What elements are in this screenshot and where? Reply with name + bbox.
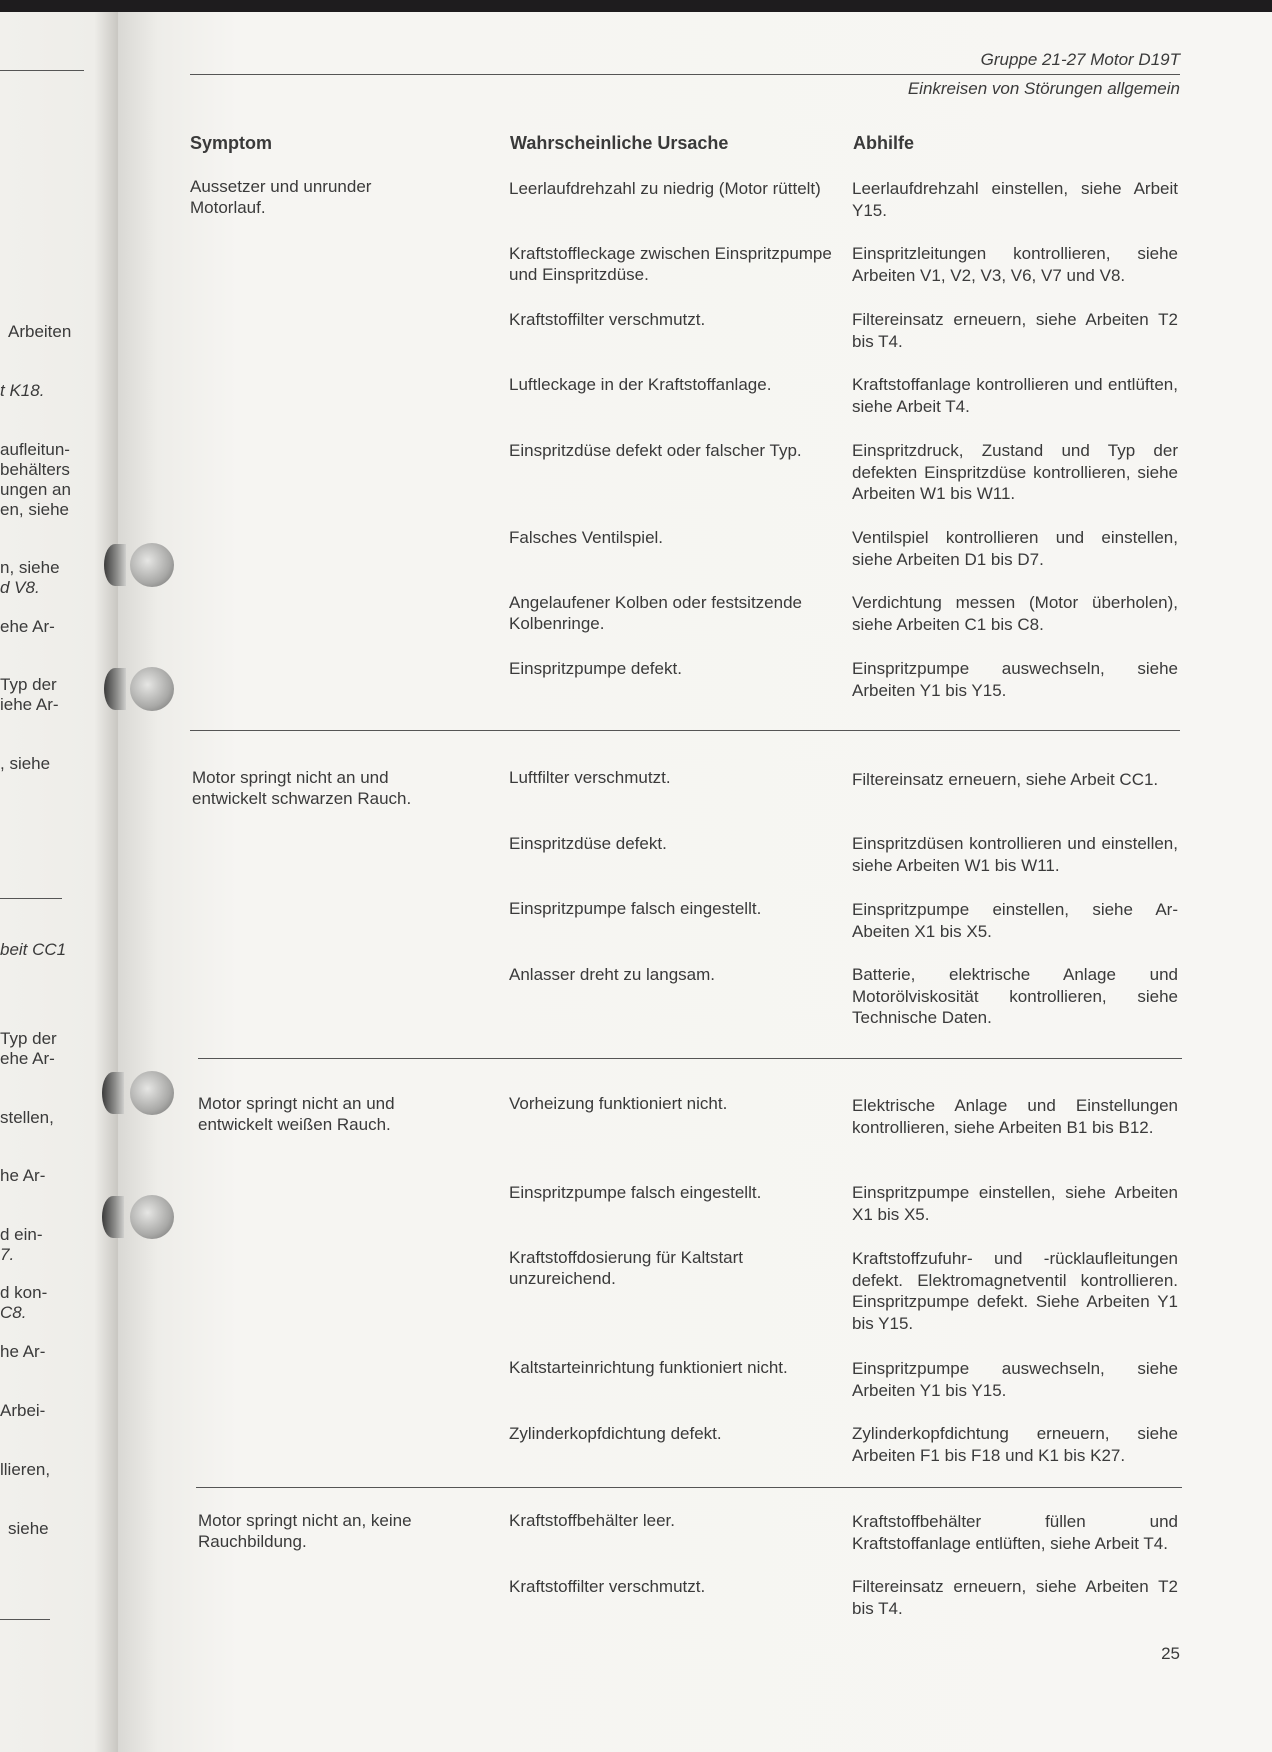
remedy-text: Einspritzpumpe einstellen, siehe Ar-Abeiten X1 bis X5. — [852, 900, 1178, 941]
binder-hole-icon — [130, 543, 174, 587]
cause-text: Vorheizung funktioniert nicht. — [509, 1094, 728, 1113]
left-fragment: stellen, — [0, 1108, 54, 1127]
left-fragment: Typ der — [0, 1029, 57, 1048]
left-fragment: ehe Ar- — [0, 617, 55, 636]
cause-text: Kraftstoffilter verschmutzt. — [509, 310, 706, 329]
left-fragment: d ein- — [0, 1225, 43, 1244]
symptom-text: Motor springt nicht an und entwickelt schwarzen Rauch. — [192, 768, 412, 808]
left-fragment: aufleitun- — [0, 440, 70, 459]
cause-text: Falsches Ventilspiel. — [509, 528, 664, 547]
remedy-text: Kraftstoffbehälter füllen und Kraftstoffanlage entlüften, siehe Arbeit T4. — [852, 1512, 1178, 1553]
left-rule — [0, 70, 84, 71]
cause-text: Luftleckage in der Kraftstoffanlage. — [509, 375, 772, 394]
binder-ring-icon — [104, 544, 126, 586]
header-group-title: Gruppe 21-27 Motor D19T — [980, 50, 1180, 69]
cause-text: Anlasser dreht zu langsam. — [509, 965, 715, 984]
cause-text: Angelaufener Kolben oder festsitzende Kolbenringe. — [509, 593, 802, 633]
cause-text: Kraftstoffilter verschmutzt. — [509, 1577, 706, 1596]
left-rule — [0, 1619, 50, 1620]
cause-text: Einspritzdüse defekt. — [509, 834, 667, 853]
cause-text: Kraftstoffleckage zwischen Einspritzpumpe und Einspritzdüse. — [509, 244, 832, 284]
left-fragment: he Ar- — [0, 1166, 46, 1185]
left-fragment: iehe Ar- — [0, 695, 59, 714]
symptom-text: Motor springt nicht an, keine Rauchbildung. — [198, 1511, 412, 1551]
binder-ring-icon — [102, 1196, 124, 1238]
remedy-text: Einspritzdüsen kontrollieren und einstellen, siehe Arbeiten W1 bis W11. — [852, 834, 1178, 875]
cause-text: Einspritzdüse defekt oder falscher Typ. — [509, 441, 802, 460]
remedy-text: Leerlaufdrehzahl einstellen, siehe Arbeit Y15. — [852, 179, 1178, 220]
remedy-text: Einspritzdruck, Zustand und Typ der defekten Einspritzdüse kontrollieren, siehe Arbeiten W1 bis W11. — [852, 441, 1178, 503]
left-fragment: en, siehe — [0, 500, 69, 519]
remedy-text: Zylinderkopfdichtung erneuern, siehe Arbeiten F1 bis F18 und K1 bis K27. — [852, 1424, 1178, 1465]
left-fragment: ehe Ar- — [0, 1049, 55, 1068]
remedy-text: Filtereinsatz erneuern, siehe Arbeiten T2 bis T4. — [852, 1577, 1178, 1618]
left-fragment: llieren, — [0, 1460, 51, 1479]
cause-text: Einspritzpumpe falsch eingestellt. — [509, 899, 762, 918]
cause-text: Leerlaufdrehzahl zu niedrig (Motor rüttelt) — [509, 179, 821, 198]
cause-text: Zylinderkopfdichtung defekt. — [509, 1424, 722, 1443]
symptom-text: Aussetzer und unrunder Motorlauf. — [190, 177, 372, 217]
column-header-cause: Wahrscheinliche Ursache — [510, 133, 729, 153]
remedy-text: Batterie, elektrische Anlage und Motorölviskosität kontrollieren, siehe Technische Daten. — [852, 965, 1178, 1027]
header-rule — [190, 74, 1180, 75]
manual-page — [118, 12, 1272, 1752]
remedy-text: Filtereinsatz erneuern, siehe Arbeiten T2 bis T4. — [852, 310, 1178, 351]
remedy-text: Einspritzpumpe einstellen, siehe Arbeiten X1 bis X5. — [852, 1183, 1178, 1224]
remedy-text: Einspritzpumpe auswechseln, siehe Arbeiten Y1 bis Y15. — [852, 1359, 1178, 1400]
left-page-edge — [0, 12, 118, 1752]
remedy-text: Kraftstoffzufuhr- und -rücklaufleitungen defekt. Elektromagnetventil kontrollieren. Einspritzpumpe defekt. Siehe Arbeiten Y1 bis Y15. — [852, 1249, 1178, 1333]
left-fragment: Arbei- — [0, 1401, 46, 1420]
binder-ring-icon — [104, 668, 126, 710]
left-fragment: 7. — [0, 1245, 15, 1264]
cause-text: Kaltstarteinrichtung funktioniert nicht. — [509, 1358, 788, 1377]
remedy-text: Einspritzpumpe auswechseln, siehe Arbeiten Y1 bis Y15. — [852, 659, 1178, 700]
column-header-symptom: Symptom — [190, 133, 273, 153]
remedy-text: Filtereinsatz erneuern, siehe Arbeit CC1. — [852, 770, 1159, 789]
left-fragment: n, siehe — [0, 558, 60, 577]
left-fragment: he Ar- — [0, 1342, 46, 1361]
remedy-text: Kraftstoffanlage kontrollieren und entlüften, siehe Arbeit T4. — [852, 375, 1178, 416]
binder-hole-icon — [130, 1071, 174, 1115]
left-fragment: Arbeiten — [8, 322, 72, 341]
section-divider — [196, 1487, 1182, 1488]
left-fragment: C8. — [0, 1303, 27, 1322]
cause-text: Einspritzpumpe falsch eingestellt. — [509, 1183, 762, 1202]
cause-text: Einspritzpumpe defekt. — [509, 659, 682, 678]
left-fragment: siehe — [8, 1519, 49, 1538]
left-fragment: beit CC1 — [0, 940, 67, 959]
left-fragment: behälters — [0, 460, 70, 479]
left-rule — [0, 898, 62, 899]
section-divider — [198, 1058, 1182, 1059]
binder-hole-icon — [130, 667, 174, 711]
section-divider — [190, 730, 1180, 731]
column-header-remedy: Abhilfe — [853, 133, 914, 153]
left-fragment: Typ der — [0, 675, 57, 694]
remedy-text: Elektrische Anlage und Einstellungen kontrollieren, siehe Arbeiten B1 bis B12. — [852, 1096, 1178, 1137]
binder-top-edge — [0, 0, 1272, 12]
left-fragment: , siehe — [0, 754, 51, 773]
remedy-text: Verdichtung messen (Motor überholen), siehe Arbeiten C1 bis C8. — [852, 593, 1178, 634]
remedy-text: Einspritzleitungen kontrollieren, siehe Arbeiten V1, V2, V3, V6, V7 und V8. — [852, 244, 1178, 285]
cause-text: Kraftstoffbehälter leer. — [509, 1511, 676, 1530]
page-number: 25 — [1161, 1644, 1180, 1663]
left-fragment: d kon- — [0, 1283, 48, 1302]
remedy-text: Ventilspiel kontrollieren und einstellen, siehe Arbeiten D1 bis D7. — [852, 528, 1178, 569]
cause-text: Luftfilter verschmutzt. — [509, 768, 671, 787]
left-fragment: ungen an — [0, 480, 71, 499]
binder-ring-icon — [102, 1072, 124, 1114]
left-fragment: t K18. — [0, 381, 45, 400]
binder-hole-icon — [130, 1195, 174, 1239]
cause-text: Kraftstoffdosierung für Kaltstart unzureichend. — [509, 1248, 744, 1288]
left-fragment: d V8. — [0, 578, 40, 597]
header-subtitle: Einkreisen von Störungen allgemein — [907, 79, 1180, 98]
symptom-text: Motor springt nicht an und entwickelt weißen Rauch. — [198, 1094, 395, 1134]
